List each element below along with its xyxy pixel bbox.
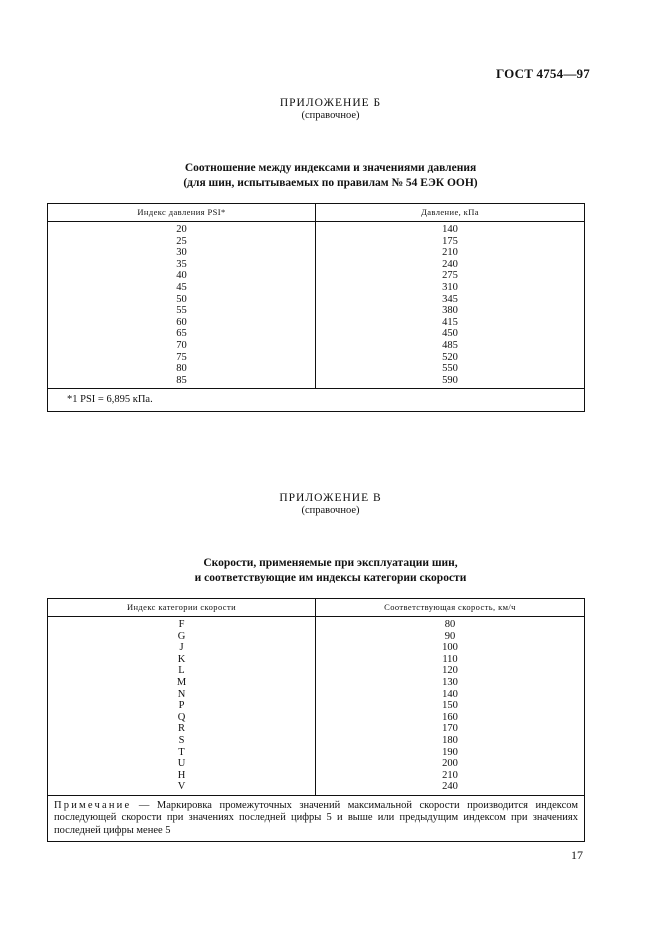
pressure-table-body bbox=[48, 222, 584, 388]
speed-value-cell: 180 bbox=[442, 734, 458, 746]
pressure-value-cell: 380 bbox=[442, 305, 458, 317]
speed-index-cell: K bbox=[177, 653, 186, 665]
speed-index-cell: G bbox=[177, 630, 186, 642]
pressure-value-cell: 520 bbox=[442, 351, 458, 363]
speed-note bbox=[48, 795, 584, 842]
pressure-table-title bbox=[0, 161, 661, 191]
speed-note-label: Примечание bbox=[54, 799, 132, 811]
pressure-value-cell: 415 bbox=[442, 316, 458, 328]
document-number: ГОСТ 4754—97 bbox=[496, 66, 590, 81]
speed-index-cell: L bbox=[178, 665, 185, 677]
pressure-value-header: Давление, кПа bbox=[421, 207, 479, 217]
pressure-value-cell: 175 bbox=[442, 235, 458, 247]
pressure-value-cell: 345 bbox=[442, 293, 458, 305]
pressure-footnote: *1 PSI = 6,895 кПа. bbox=[48, 388, 584, 411]
appendix-b-heading bbox=[0, 97, 661, 122]
speed-index-cell: J bbox=[179, 642, 184, 654]
pressure-value-cell: 450 bbox=[442, 328, 458, 340]
pressure-value-cell: 240 bbox=[442, 258, 458, 270]
pressure-index-cell: 20 bbox=[176, 224, 187, 235]
speed-value-cell: 120 bbox=[442, 665, 458, 677]
speed-table-title-line2: и соответствующие им индексы категории скорости bbox=[194, 572, 467, 584]
speed-index-cell: S bbox=[178, 734, 185, 746]
speed-value-cell: 80 bbox=[444, 619, 456, 630]
pressure-index-cell: 65 bbox=[176, 328, 187, 340]
pressure-index-cell: 45 bbox=[176, 281, 187, 293]
speed-value-cell: 100 bbox=[442, 642, 458, 654]
page-number: 17 bbox=[571, 848, 583, 862]
speed-index-cell: R bbox=[177, 723, 185, 735]
speed-value-cell: 200 bbox=[442, 758, 458, 770]
speed-index-cell: H bbox=[177, 769, 186, 781]
pressure-value-cell: 310 bbox=[442, 281, 458, 293]
appendix-v-heading bbox=[0, 492, 661, 517]
pressure-table-header bbox=[48, 204, 584, 222]
speed-value-column bbox=[316, 617, 584, 795]
pressure-index-cell: 25 bbox=[176, 235, 187, 247]
pressure-index-header: Индекс давления PSI* bbox=[48, 204, 316, 221]
speed-table bbox=[47, 598, 585, 842]
speed-index-cell: Q bbox=[177, 711, 186, 723]
pressure-index-cell: 80 bbox=[176, 363, 187, 375]
pressure-value-cell: 275 bbox=[442, 270, 458, 282]
pressure-index-cell: 40 bbox=[176, 270, 187, 282]
pressure-value-cell: 140 bbox=[442, 224, 458, 235]
pressure-index-cell: 55 bbox=[176, 305, 187, 317]
appendix-b-title: ПРИЛОЖЕНИЕ Б bbox=[279, 97, 382, 109]
speed-value-cell: 240 bbox=[442, 781, 458, 793]
appendix-v-subtitle: (справочное) bbox=[301, 505, 360, 516]
speed-index-header: Индекс категории скорости bbox=[48, 599, 316, 616]
speed-value-header: Соответствующая скорость, км/ч bbox=[384, 602, 516, 612]
speed-value-cell: 190 bbox=[442, 746, 458, 758]
appendix-b-subtitle: (справочное) bbox=[301, 110, 360, 121]
speed-value-cell: 210 bbox=[442, 769, 458, 781]
pressure-value-cell: 210 bbox=[442, 247, 458, 259]
speed-index-cell: U bbox=[177, 758, 186, 770]
speed-table-title-line1: Скорости, применяемые при эксплуатации шин, bbox=[203, 557, 458, 569]
pressure-value-column bbox=[316, 222, 584, 388]
pressure-index-cell: 70 bbox=[176, 339, 187, 351]
speed-note-text: — Маркировка промежуточных значений максимальной скорости производится индексом последующей скорости при значениях последней цифры 5 и выше или предыдущим индексом при значениях последней цифры менее 5 bbox=[54, 799, 578, 836]
speed-value-cell: 90 bbox=[444, 630, 456, 642]
pressure-value-cell: 590 bbox=[442, 374, 458, 386]
pressure-index-cell: 30 bbox=[176, 247, 187, 259]
pressure-index-cell: 35 bbox=[176, 258, 187, 270]
speed-index-cell: P bbox=[178, 700, 185, 712]
pressure-index-cell: 50 bbox=[176, 293, 187, 305]
speed-value-cell: 150 bbox=[442, 700, 458, 712]
pressure-index-cell: 75 bbox=[176, 351, 187, 363]
speed-value-cell: 160 bbox=[442, 711, 458, 723]
pressure-index-column bbox=[48, 222, 316, 388]
speed-value-cell: 170 bbox=[442, 723, 458, 735]
appendix-v-title: ПРИЛОЖЕНИЕ В bbox=[279, 492, 382, 504]
speed-index-cell: T bbox=[178, 746, 185, 758]
pressure-table-title-line2: (для шин, испытываемых по правилам № 54 ЕЭК ООН) bbox=[183, 177, 478, 189]
speed-table-body bbox=[48, 617, 584, 795]
speed-value-cell: 110 bbox=[442, 653, 458, 665]
pressure-table bbox=[47, 203, 585, 412]
pressure-table-title-line1: Соотношение между индексами и значениями давления bbox=[184, 162, 477, 174]
pressure-value-cell: 550 bbox=[442, 363, 458, 375]
speed-index-cell: V bbox=[177, 781, 186, 793]
pressure-index-cell: 85 bbox=[176, 374, 187, 386]
pressure-value-cell: 485 bbox=[442, 339, 458, 351]
speed-index-column bbox=[48, 617, 316, 795]
speed-index-cell: F bbox=[178, 619, 185, 630]
pressure-index-cell: 60 bbox=[176, 316, 187, 328]
speed-value-cell: 130 bbox=[442, 676, 458, 688]
speed-value-cell: 140 bbox=[442, 688, 458, 700]
speed-table-title bbox=[0, 556, 661, 586]
speed-index-cell: M bbox=[176, 676, 187, 688]
speed-table-header bbox=[48, 599, 584, 617]
speed-index-cell: N bbox=[177, 688, 186, 700]
